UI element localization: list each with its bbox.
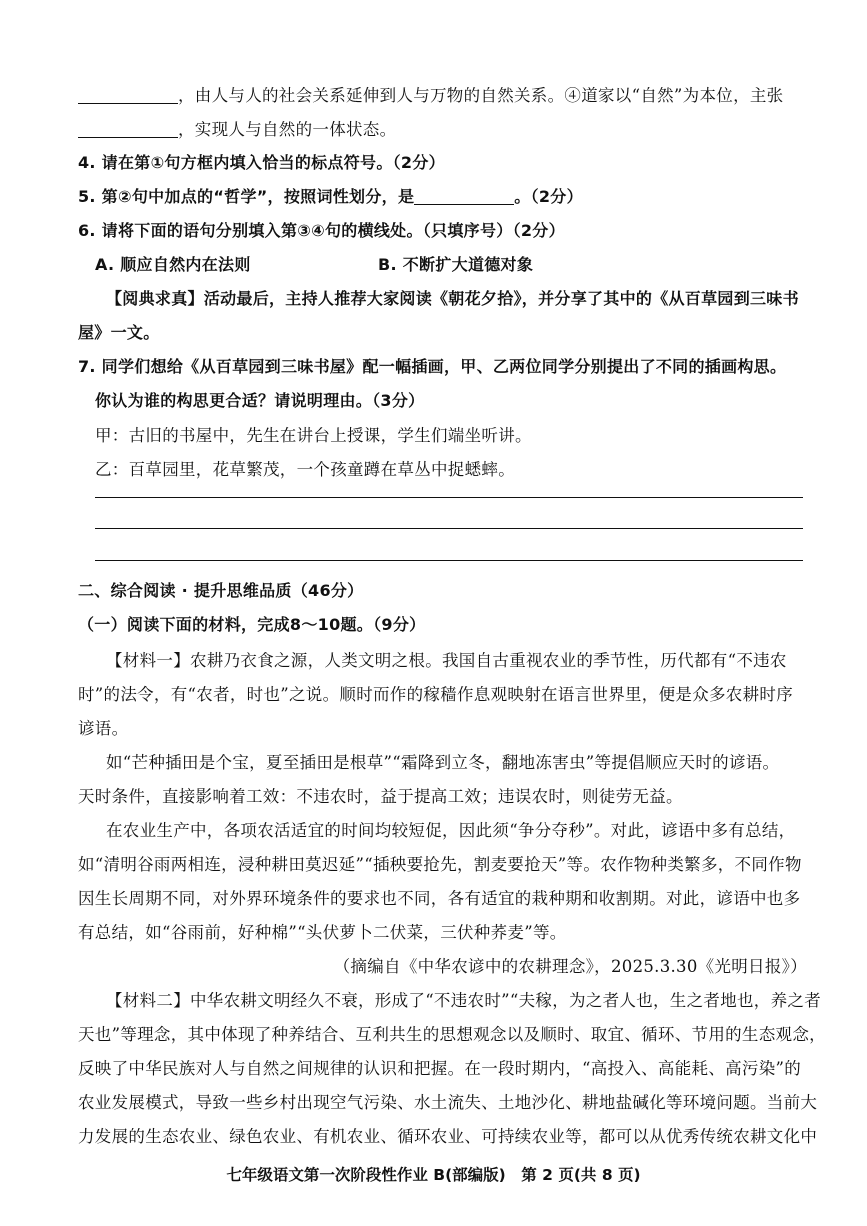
material1-p3-l3: 因生长周期不同，对外界环境条件的要求也不同，各有适宜的栽种期和收割期。对此，谚语中也多 <box>78 889 801 908</box>
option-a: A. 顺应自然内在法则 <box>95 255 251 274</box>
blank-line-4[interactable] <box>78 121 178 138</box>
continuation-text-1: ，由人与人的社会关系延伸到人与万物的自然关系。④道家以“自然”为本位，主张 <box>178 86 784 105</box>
question-7: 7. 同学们想给《从百草园到三味书屋》配一幅插画，甲、乙两位同学分别提出了不同的插画构思。 <box>78 357 787 376</box>
continuation-text-2: ，实现人与自然的一体状态。 <box>178 120 397 139</box>
question-5-score: 。（2分） <box>514 187 583 206</box>
option-b: B. 不断扩大道德对象 <box>378 255 534 274</box>
question-5-text: 5. 第②句中加点的“哲学”，按照词性划分，是 <box>78 187 415 206</box>
question-4: 4. 请在第①句方框内填入恰当的标点符号。（2分） <box>78 153 445 172</box>
material2-l2: 天也”等理念，其中体现了种养结合、互利共生的思想观念以及顺时、取宜、循环、节用的生态观念， <box>78 1025 826 1044</box>
answer-line-1[interactable] <box>95 497 803 498</box>
activity-text-2: 屋》一文。 <box>78 323 160 342</box>
section-subtitle: （一）阅读下面的材料，完成8～10题。（9分） <box>78 615 426 634</box>
section-title: 二、综合阅读 · 提升思维品质（46分） <box>78 581 364 600</box>
material1-p3-l2: 如“清明谷雨两相连，浸种耕田莫迟延”“插秧要抢先，割麦要抢天”等。农作物种类繁多，不同作物 <box>78 855 802 874</box>
answer-line-2[interactable] <box>95 528 803 529</box>
continuation-line-2 <box>78 116 396 140</box>
continuation-line-1 <box>78 82 783 106</box>
material2-l5: 力发展的生态农业、绿色农业、有机农业、循环农业、可持续农业等，都可以从优秀传统农耕文化中 <box>78 1127 818 1146</box>
material1-source: （摘编自《中华农谚中的农耕理念》，2025.3.30《光明日报》） <box>333 957 807 976</box>
material1-p1-l1: 【材料一】农耕乃衣食之源，人类文明之根。我国自古重视农业的季节性，历代都有“不违农 <box>106 651 787 670</box>
blank-line-3[interactable] <box>78 87 178 104</box>
material1-p2-l2: 天时条件，直接影响着工效：不违农时，益于提高工效；违误农时，则徒劳无益。 <box>78 787 683 806</box>
material1-p1-l2: 时”的法令，有“农者，时也”之说。顺时而作的稼穑作息观映射在语言世界里，便是众多农耕时序 <box>78 685 794 704</box>
proposal-jia: 甲：古旧的书屋中，先生在讲台上授课，学生们端坐听讲。 <box>95 426 532 445</box>
material2-l1: 【材料二】中华农耕文明经久不衰，形成了“不违农时”“夫稼，为之者人也，生之者地也，养之者 <box>106 991 822 1010</box>
proposal-yi: 乙：百草园里，花草繁茂，一个孩童蹲在草丛中捉蟋蟀。 <box>95 460 515 479</box>
activity-text-1: 【阅典求真】活动最后，主持人推荐大家阅读《朝花夕拾》，并分享了其中的《从百草园到三味书 <box>106 289 799 308</box>
answer-line-3[interactable] <box>95 560 803 561</box>
material1-p2-l1: 如“芒种插田是个宝，夏至插田是根草”“霜降到立冬，翻地冻害虫”等提倡顺应天时的谚语。 <box>106 753 780 772</box>
material1-p3-l1: 在农业生产中，各项农活适宜的时间均较短促，因此须“争分夺秒”。对此，谚语中多有总结， <box>106 821 796 840</box>
material2-l3: 反映了中华民族对人与自然之间规律的认识和把握。在一段时期内，“高投入、高能耗、高污染”的 <box>78 1059 802 1078</box>
question-6: 6. 请将下面的语句分别填入第③④句的横线处。（只填序号）（2分） <box>78 221 565 240</box>
material1-p1-l3: 谚语。 <box>78 719 129 738</box>
page-footer: 七年级语文第一次阶段性作业 B(部编版) 第 2 页(共 8 页) <box>226 1166 641 1184</box>
question-5 <box>78 184 583 207</box>
material1-p3-l4: 有总结，如“谷雨前，好种棉”“头伏萝卜二伏菜，三伏种荞麦”等。 <box>78 923 567 942</box>
question-7-cont: 你认为谁的构思更合适？请说明理由。（3分） <box>95 391 425 410</box>
question-5-blank[interactable] <box>414 188 514 205</box>
material2-l4: 农业发展模式，导致一些乡村出现空气污染、水土流失、土地沙化、耕地盐碱化等环境问题。当前大 <box>78 1093 818 1112</box>
